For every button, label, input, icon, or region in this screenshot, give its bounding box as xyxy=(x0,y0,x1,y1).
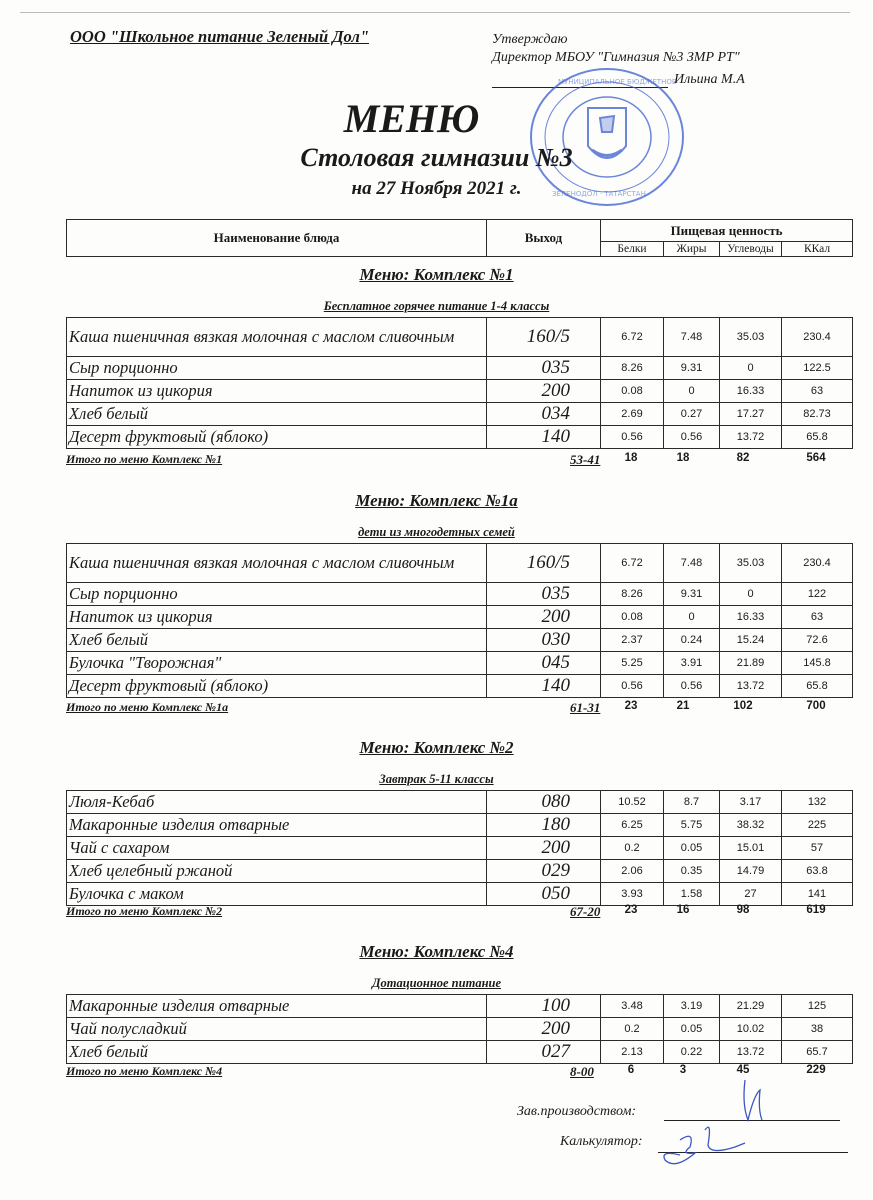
total-fat: 3 xyxy=(679,1064,687,1076)
fat-value: 0.05 xyxy=(664,837,720,860)
dish-output: 200 xyxy=(487,380,601,403)
menu-table-complex-1 xyxy=(66,317,853,449)
fat-value: 8.7 xyxy=(664,791,720,814)
col-output: Выход xyxy=(487,220,601,257)
total-kcal: 700 xyxy=(806,700,826,712)
total-carbs: 45 xyxy=(736,1064,750,1076)
kcal-value: 225 xyxy=(782,814,853,837)
carbs-value: 27 xyxy=(720,883,782,906)
calculator-label: Калькулятор: xyxy=(560,1134,643,1149)
fat-value: 1.58 xyxy=(664,883,720,906)
carbs-value: 16.33 xyxy=(720,606,782,629)
dish-name: Хлеб целебный ржаной xyxy=(67,860,487,883)
carbs-value: 21.89 xyxy=(720,652,782,675)
section-title-complex-4: Меню: Комплекс №4 xyxy=(359,942,514,961)
col-dish-name: Наименование блюда xyxy=(67,220,487,257)
dish-name: Каша пшеничная вязкая молочная с маслом сливочным xyxy=(67,318,487,357)
section-title-complex-1: Меню: Комплекс №1 xyxy=(359,265,514,284)
carbs-value: 13.72 xyxy=(720,1041,782,1064)
kcal-value: 122.5 xyxy=(782,357,853,380)
total-protein: 23 xyxy=(624,700,638,712)
section-subtitle-complex-1a: дети из многодетных семей xyxy=(358,525,515,539)
table-row xyxy=(67,426,853,449)
dish-output: 045 xyxy=(487,652,601,675)
kcal-value: 132 xyxy=(782,791,853,814)
carbs-value: 35.03 xyxy=(720,318,782,357)
col-kcal: ККал xyxy=(782,242,853,257)
svg-text:МУНИЦИПАЛЬНОЕ БЮДЖЕТНОЕ: МУНИЦИПАЛЬНОЕ БЮДЖЕТНОЕ xyxy=(558,78,677,86)
fat-value: 9.31 xyxy=(664,357,720,380)
kcal-value: 230.4 xyxy=(782,544,853,583)
kcal-value: 38 xyxy=(782,1018,853,1041)
kcal-value: 230.4 xyxy=(782,318,853,357)
dish-name: Булочка "Творожная" xyxy=(67,652,487,675)
column-header-table xyxy=(66,219,853,257)
protein-value: 5.25 xyxy=(601,652,664,675)
protein-value: 6.72 xyxy=(601,318,664,357)
col-fat: Жиры xyxy=(664,242,720,257)
signature-icon xyxy=(650,1075,800,1175)
dish-name: Булочка с маком xyxy=(67,883,487,906)
kcal-value: 65.7 xyxy=(782,1041,853,1064)
dish-name: Десерт фруктовый (яблоко) xyxy=(67,675,487,698)
table-row xyxy=(67,791,853,814)
dish-name: Люля-Кебаб xyxy=(67,791,487,814)
menu-date: на 27 Ноября 2021 г. xyxy=(351,178,522,199)
table-row xyxy=(67,629,853,652)
col-nutrition: Пищевая ценность xyxy=(601,220,853,242)
table-row xyxy=(67,652,853,675)
protein-value: 0.56 xyxy=(601,675,664,698)
kcal-value: 125 xyxy=(782,995,853,1018)
total-fat: 21 xyxy=(676,700,690,712)
dish-name: Макаронные изделия отварные xyxy=(67,995,487,1018)
section-title-complex-2: Меню: Комплекс №2 xyxy=(359,738,514,757)
carbs-value: 35.03 xyxy=(720,544,782,583)
table-row xyxy=(67,675,853,698)
table-row xyxy=(67,860,853,883)
dish-output: 030 xyxy=(487,629,601,652)
dish-output: 160/5 xyxy=(487,318,601,357)
dish-output: 160/5 xyxy=(487,544,601,583)
carbs-value: 38.32 xyxy=(720,814,782,837)
table-row xyxy=(67,544,853,583)
carbs-value: 16.33 xyxy=(720,380,782,403)
page-subtitle: Столовая гимназии №3 xyxy=(300,143,573,172)
total-row-complex-1a xyxy=(66,700,856,716)
dish-output: 050 xyxy=(487,883,601,906)
kcal-value: 63 xyxy=(782,380,853,403)
carbs-value: 0 xyxy=(720,583,782,606)
dish-output: 140 xyxy=(487,426,601,449)
fat-value: 0.24 xyxy=(664,629,720,652)
fat-value: 0 xyxy=(664,380,720,403)
fat-value: 0.56 xyxy=(664,426,720,449)
fat-value: 7.48 xyxy=(664,544,720,583)
table-row xyxy=(67,583,853,606)
protein-value: 0.2 xyxy=(601,837,664,860)
protein-value: 0.08 xyxy=(601,380,664,403)
total-label: Итого по меню Комплекс №1 xyxy=(66,452,223,466)
dish-name: Макаронные изделия отварные xyxy=(67,814,487,837)
kcal-value: 63 xyxy=(782,606,853,629)
dish-output: 080 xyxy=(487,791,601,814)
protein-value: 0.08 xyxy=(601,606,664,629)
dish-name: Каша пшеничная вязкая молочная с маслом сливочным xyxy=(67,544,487,583)
carbs-value: 3.17 xyxy=(720,791,782,814)
dish-output: 029 xyxy=(487,860,601,883)
carbs-value: 13.72 xyxy=(720,426,782,449)
total-kcal: 564 xyxy=(806,452,826,464)
table-row xyxy=(67,837,853,860)
dish-name: Чай полусладкий xyxy=(67,1018,487,1041)
kcal-value: 65.8 xyxy=(782,675,853,698)
director-line: Директор МБОУ "Гимназия №3 ЗМР РТ" xyxy=(492,50,740,65)
protein-value: 8.26 xyxy=(601,357,664,380)
carbs-value: 17.27 xyxy=(720,403,782,426)
total-carbs: 102 xyxy=(733,700,753,712)
protein-value: 2.69 xyxy=(601,403,664,426)
total-carbs: 98 xyxy=(736,904,750,916)
total-kcal: 229 xyxy=(806,1064,826,1076)
table-row xyxy=(67,357,853,380)
fat-value: 5.75 xyxy=(664,814,720,837)
total-label: Итого по меню Комплекс №1а xyxy=(66,700,229,714)
section-subtitle-complex-4: Дотационное питание xyxy=(371,976,502,990)
total-carbs: 82 xyxy=(736,452,750,464)
dish-output: 180 xyxy=(487,814,601,837)
protein-value: 2.06 xyxy=(601,860,664,883)
protein-value: 3.48 xyxy=(601,995,664,1018)
section-subtitle-complex-2: Завтрак 5-11 классы xyxy=(379,772,494,786)
dish-name: Хлеб белый xyxy=(67,403,487,426)
dish-output: 100 xyxy=(487,995,601,1018)
fat-value: 0 xyxy=(664,606,720,629)
dish-name: Десерт фруктовый (яблоко) xyxy=(67,426,487,449)
protein-value: 8.26 xyxy=(601,583,664,606)
kcal-value: 122 xyxy=(782,583,853,606)
table-row xyxy=(67,606,853,629)
table-row xyxy=(67,1018,853,1041)
fat-value: 0.05 xyxy=(664,1018,720,1041)
dish-name: Чай с сахаром xyxy=(67,837,487,860)
scan-edge-line xyxy=(20,12,850,13)
carbs-value: 13.72 xyxy=(720,675,782,698)
carbs-value: 21.29 xyxy=(720,995,782,1018)
total-output: 67-20 xyxy=(570,904,601,919)
total-label: Итого по меню Комплекс №2 xyxy=(66,904,223,918)
total-label: Итого по меню Комплекс №4 xyxy=(66,1064,223,1078)
kcal-value: 82.73 xyxy=(782,403,853,426)
production-head-label: Зав.производством: xyxy=(517,1104,637,1119)
fat-value: 7.48 xyxy=(664,318,720,357)
kcal-value: 57 xyxy=(782,837,853,860)
table-row xyxy=(67,1041,853,1064)
kcal-value: 145.8 xyxy=(782,652,853,675)
total-fat: 16 xyxy=(676,904,690,916)
carbs-value: 0 xyxy=(720,357,782,380)
total-row-complex-1 xyxy=(66,452,856,468)
director-name: Ильина М.А xyxy=(674,72,745,87)
protein-value: 2.37 xyxy=(601,629,664,652)
dish-name: Сыр порционно xyxy=(67,357,487,380)
protein-value: 6.72 xyxy=(601,544,664,583)
kcal-value: 65.8 xyxy=(782,426,853,449)
protein-value: 3.93 xyxy=(601,883,664,906)
fat-value: 3.19 xyxy=(664,995,720,1018)
protein-value: 2.13 xyxy=(601,1041,664,1064)
menu-table-complex-4 xyxy=(66,994,853,1064)
table-row xyxy=(67,403,853,426)
kcal-value: 72.6 xyxy=(782,629,853,652)
table-row xyxy=(67,883,853,906)
total-output: 8-00 xyxy=(570,1064,594,1079)
fat-value: 0.35 xyxy=(664,860,720,883)
table-row xyxy=(67,814,853,837)
fat-value: 3.91 xyxy=(664,652,720,675)
fat-value: 9.31 xyxy=(664,583,720,606)
dish-output: 140 xyxy=(487,675,601,698)
carbs-value: 14.79 xyxy=(720,860,782,883)
total-protein: 6 xyxy=(627,1064,635,1076)
carbs-value: 10.02 xyxy=(720,1018,782,1041)
approve-label: Утверждаю xyxy=(492,32,568,47)
total-protein: 18 xyxy=(624,452,638,464)
dish-name: Хлеб белый xyxy=(67,1041,487,1064)
kcal-value: 63.8 xyxy=(782,860,853,883)
dish-output: 027 xyxy=(487,1041,601,1064)
fat-value: 0.27 xyxy=(664,403,720,426)
total-row-complex-2 xyxy=(66,904,856,920)
dish-name: Напиток из цикория xyxy=(67,606,487,629)
col-protein: Белки xyxy=(601,242,664,257)
table-row xyxy=(67,995,853,1018)
dish-name: Напиток из цикория xyxy=(67,380,487,403)
table-row xyxy=(67,380,853,403)
page-title: МЕНЮ xyxy=(343,96,480,141)
protein-value: 0.2 xyxy=(601,1018,664,1041)
col-carbs: Углеводы xyxy=(720,242,782,257)
fat-value: 0.56 xyxy=(664,675,720,698)
total-output: 61-31 xyxy=(570,700,601,715)
protein-value: 0.56 xyxy=(601,426,664,449)
total-fat: 18 xyxy=(676,452,690,464)
organization-name: ООО "Школьное питание Зеленый Дол" xyxy=(70,27,370,46)
menu-table-complex-1a xyxy=(66,543,853,698)
dish-output: 035 xyxy=(487,357,601,380)
dish-name: Хлеб белый xyxy=(67,629,487,652)
total-output: 53-41 xyxy=(570,452,601,467)
protein-value: 10.52 xyxy=(601,791,664,814)
total-protein: 23 xyxy=(624,904,638,916)
menu-table-complex-2 xyxy=(66,790,853,906)
dish-output: 034 xyxy=(487,403,601,426)
dish-output: 035 xyxy=(487,583,601,606)
dish-output: 200 xyxy=(487,837,601,860)
fat-value: 0.22 xyxy=(664,1041,720,1064)
dish-output: 200 xyxy=(487,1018,601,1041)
svg-text:ЗЕЛЕНОДОЛ · ТАТАРСТАН: ЗЕЛЕНОДОЛ · ТАТАРСТАН xyxy=(552,190,646,198)
protein-value: 6.25 xyxy=(601,814,664,837)
dish-output: 200 xyxy=(487,606,601,629)
carbs-value: 15.24 xyxy=(720,629,782,652)
carbs-value: 15.01 xyxy=(720,837,782,860)
kcal-value: 141 xyxy=(782,883,853,906)
total-kcal: 619 xyxy=(806,904,826,916)
section-title-complex-1a: Меню: Комплекс №1а xyxy=(355,491,518,510)
table-row xyxy=(67,318,853,357)
dish-name: Сыр порционно xyxy=(67,583,487,606)
section-subtitle-complex-1: Бесплатное горячее питание 1-4 классы xyxy=(323,299,550,313)
